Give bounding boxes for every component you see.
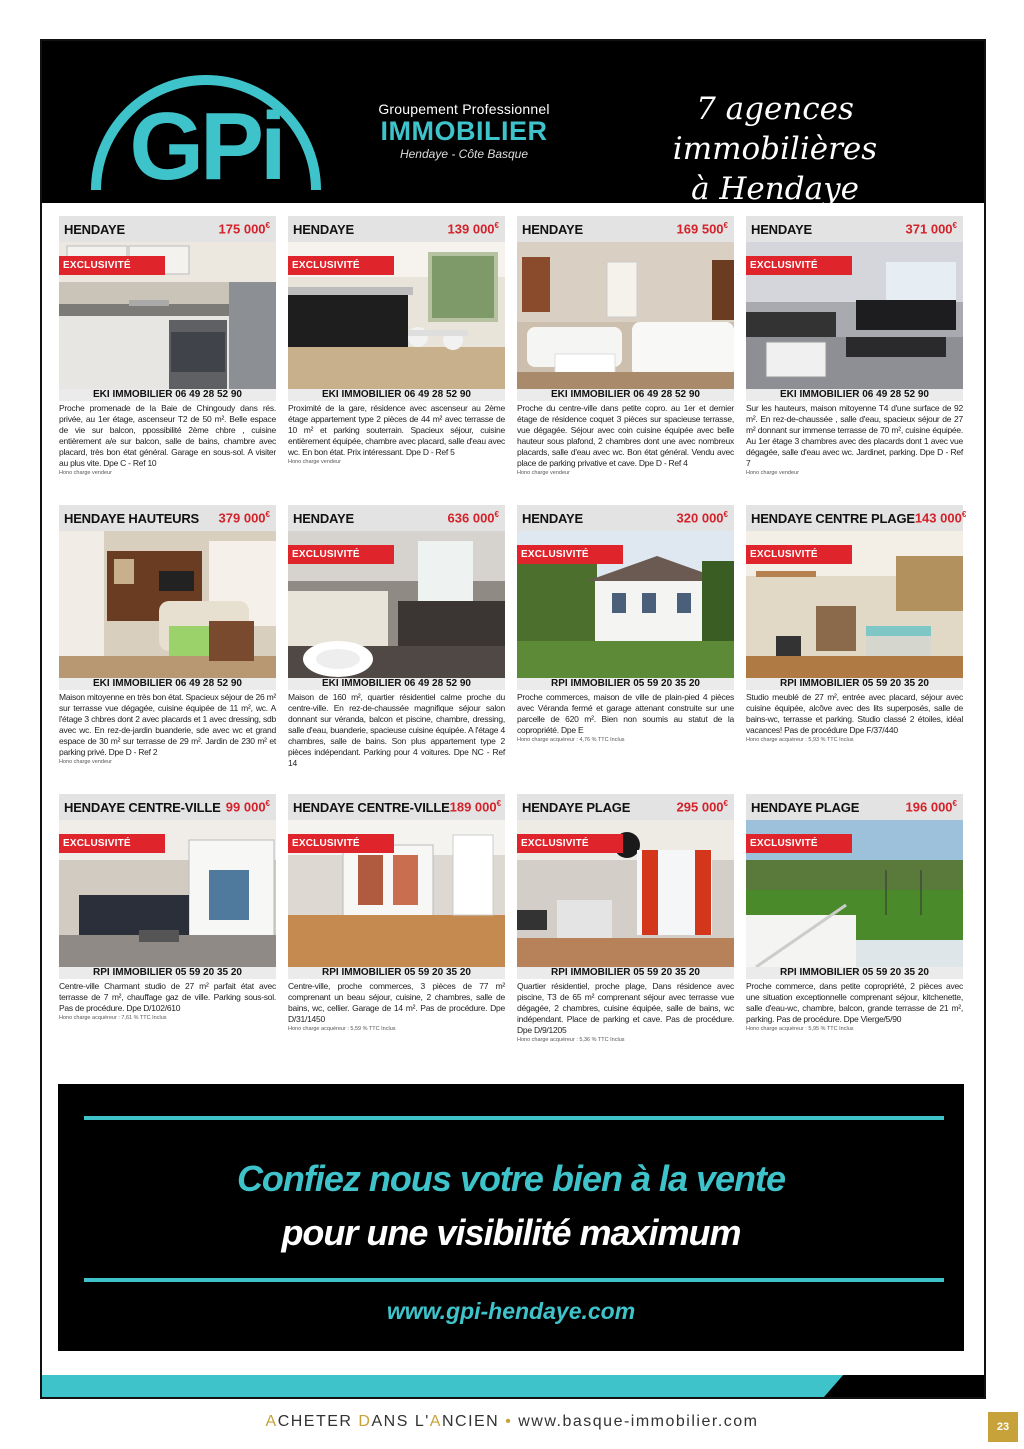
listing-fees: Hono charge acquéreur : 5,59 % TTC Inclus bbox=[288, 1026, 396, 1032]
listing-city: HENDAYE CENTRE-VILLE bbox=[293, 799, 450, 815]
listing-photo bbox=[59, 242, 276, 389]
listing-photo-image bbox=[59, 531, 276, 678]
listing-photo bbox=[746, 242, 963, 389]
listing-agency: RPI IMMOBILIER 05 59 20 35 20 bbox=[746, 967, 963, 979]
listing-agency: EKI IMMOBILIER 06 49 28 52 90 bbox=[59, 678, 276, 690]
listing-price bbox=[677, 799, 728, 814]
listing-card[interactable] bbox=[746, 216, 963, 476]
listing-price bbox=[677, 510, 728, 525]
currency-symbol: € bbox=[496, 799, 502, 809]
listing-title-bar bbox=[746, 794, 963, 820]
listing-title-bar bbox=[288, 216, 505, 242]
listing-description: Proche commerces, maison de ville de plain-pied 4 pièces avec Véranda fermé et garage attenant construite sur une parcelle de 620 m². Bien non soumis au statut de la copropriété. Dpe E bbox=[517, 692, 734, 735]
listing-description: Proche du centre-ville dans petite copro. au 1er et dernier étage de résidence coquet 3 pièces sur spacieuse terrasse, vue dégagée. Séjour avec coin cuisine équipée avec belle hauteur sous plafond, 2 chambres dont une avec nombreux placards, salle d'eau avec wc. Bon état général. Vendu avec place de parking privative et cave. Dpe D - Ref 4 bbox=[517, 403, 734, 468]
listing-card[interactable] bbox=[746, 794, 963, 1032]
exclusivite-badge: EXCLUSIVITÉ bbox=[288, 834, 394, 853]
currency-symbol: € bbox=[961, 510, 967, 520]
exclusivite-badge: EXCLUSIVITÉ bbox=[288, 545, 394, 564]
currency-symbol: € bbox=[494, 221, 499, 231]
listing-agency: EKI IMMOBILIER 06 49 28 52 90 bbox=[288, 678, 505, 690]
listing-fees: Hono charge vendeur bbox=[746, 470, 799, 476]
listing-fees: Hono charge acquéreur : 5,93 % TTC Inclus bbox=[746, 737, 854, 743]
header bbox=[42, 41, 984, 207]
promo-line2: pour une visibilité maximum bbox=[281, 1212, 741, 1253]
currency-symbol: € bbox=[494, 510, 499, 520]
listing-price-value: 295 000 bbox=[676, 799, 724, 815]
footer-url[interactable]: www.basque-immobilier.com bbox=[518, 1413, 759, 1430]
listing-city: HENDAYE bbox=[751, 221, 812, 237]
listing-card[interactable] bbox=[288, 794, 505, 1032]
exclusivite-badge: EXCLUSIVITÉ bbox=[746, 256, 852, 275]
listing-agency: EKI IMMOBILIER 06 49 28 52 90 bbox=[746, 389, 963, 401]
listing-title-bar bbox=[288, 794, 505, 820]
footer-cap-a: A bbox=[265, 1413, 278, 1430]
listing-card[interactable] bbox=[517, 794, 734, 1043]
listing-agency: EKI IMMOBILIER 06 49 28 52 90 bbox=[288, 389, 505, 401]
listing-photo bbox=[288, 820, 505, 967]
slogan bbox=[590, 89, 960, 209]
listing-city: HENDAYE PLAGE bbox=[751, 799, 860, 815]
exclusivite-badge: EXCLUSIVITÉ bbox=[517, 834, 623, 853]
listing-city: HENDAYE bbox=[293, 510, 354, 526]
listing-price bbox=[915, 510, 966, 525]
listing-photo bbox=[288, 531, 505, 678]
logo-text: GPi bbox=[129, 93, 283, 195]
listing-agency: RPI IMMOBILIER 05 59 20 35 20 bbox=[746, 678, 963, 690]
listing-photo bbox=[59, 531, 276, 678]
listing-card[interactable] bbox=[59, 216, 276, 476]
listing-title-bar bbox=[59, 794, 276, 820]
listing-fees: Hono charge acquéreur : 4,76 % TTC Inclus bbox=[517, 737, 625, 743]
brand-line1: Groupement Professionnel bbox=[378, 101, 550, 117]
exclusivite-badge: EXCLUSIVITÉ bbox=[746, 834, 852, 853]
exclusivite-badge: EXCLUSIVITÉ bbox=[59, 834, 165, 853]
listing-price bbox=[219, 221, 270, 236]
exclusivite-badge: EXCLUSIVITÉ bbox=[288, 256, 394, 275]
listing-description: Maison mitoyenne en très bon état. Spacieux séjour de 26 m² sur terrasse vue dégagée, cuisine équipée de 11 m², wc. A l'étage 3 chbres dont 2 avec placards et 1 avec dressing, sdb avec wc. En rez-de-jardin buanderie, sde avec wc et grand espace de 30 m² sur terrasse de 29 m². Jardin de 230 m² et parking privé. Dpe D - Ref 2 bbox=[59, 692, 276, 757]
listing-price bbox=[677, 221, 728, 236]
listing-photo bbox=[59, 820, 276, 967]
listing-title-bar bbox=[59, 216, 276, 242]
listing-title-bar bbox=[746, 505, 967, 531]
listing-description: Studio meublé de 27 m², entrée avec placard, séjour avec cuisine équipée, alcôve avec des lits superposés, salle de bains-wc, terrasse et parking. Studio classé 2 étoiles, idéal vacances! Pas de procédure Dpe F/37/440 bbox=[746, 692, 963, 735]
listing-fees: Hono charge acquéreur : 5,95 % TTC Inclus bbox=[746, 1026, 854, 1032]
listing-title-bar bbox=[517, 216, 734, 242]
listing-title-bar bbox=[517, 794, 734, 820]
footer-dot: • bbox=[505, 1413, 513, 1430]
gpi-logo bbox=[84, 55, 328, 195]
listing-price-value: 320 000 bbox=[676, 510, 724, 526]
footer-word-ancien: NCIEN bbox=[441, 1413, 500, 1430]
listing-city: HENDAYE bbox=[293, 221, 354, 237]
listing-agency: RPI IMMOBILIER 05 59 20 35 20 bbox=[288, 967, 505, 979]
listing-price bbox=[448, 221, 499, 236]
listing-price bbox=[226, 799, 270, 814]
listing-photo bbox=[517, 531, 734, 678]
listing-photo bbox=[746, 820, 963, 967]
listing-card[interactable] bbox=[288, 216, 505, 465]
footer bbox=[0, 1413, 1024, 1431]
listing-price bbox=[906, 221, 957, 236]
listing-description: Proche promenade de la Baie de Chingoudy dans rés. privée, au 1er étage, ascenseur T2 de 50 m². Belle espace de vie sur balcon, ppossibilité 2ème chbre , cuisine entièrement a/e sur balcon, salle de bains, chambre avec placard, très bon état général. Garage en sous-sol. A visiter au plus vite. Dpe C - Ref 10 bbox=[59, 403, 276, 468]
listing-title-bar bbox=[746, 216, 963, 242]
listing-fees: Hono charge acquéreur : 5,36 % TTC Inclus bbox=[517, 1037, 625, 1043]
brand-line2: IMMOBILIER bbox=[380, 116, 548, 146]
listing-photo bbox=[746, 531, 963, 678]
listing-card[interactable] bbox=[288, 505, 505, 769]
currency-symbol: € bbox=[265, 221, 270, 231]
promo-url[interactable]: www.gpi-hendaye.com bbox=[386, 1298, 636, 1324]
listing-price-value: 189 000 bbox=[449, 799, 497, 815]
listing-photo bbox=[517, 820, 734, 967]
listing-card[interactable] bbox=[59, 505, 276, 765]
listing-fees: Hono charge vendeur bbox=[59, 759, 112, 765]
currency-symbol: € bbox=[723, 221, 728, 231]
listing-card[interactable] bbox=[517, 216, 734, 476]
listing-price bbox=[906, 799, 957, 814]
listing-city: HENDAYE CENTRE-VILLE bbox=[64, 799, 221, 815]
listing-card[interactable] bbox=[517, 505, 734, 743]
listing-title-bar bbox=[59, 505, 276, 531]
promo-line1: Confiez nous votre bien à la vente bbox=[236, 1158, 786, 1199]
exclusivite-badge: EXCLUSIVITÉ bbox=[746, 545, 852, 564]
footer-word-acheter: CHETER bbox=[277, 1413, 359, 1430]
currency-symbol: € bbox=[723, 510, 728, 520]
listing-price bbox=[219, 510, 270, 525]
listing-agency: RPI IMMOBILIER 05 59 20 35 20 bbox=[59, 967, 276, 979]
slogan-line1: 7 agences immobilières bbox=[672, 91, 878, 167]
listing-price-value: 371 000 bbox=[905, 221, 953, 237]
listing-price-value: 636 000 bbox=[447, 510, 495, 526]
listing-price-value: 99 000 bbox=[225, 799, 266, 815]
listing-photo-image bbox=[517, 242, 734, 389]
page-frame bbox=[40, 39, 986, 1399]
listing-agency: EKI IMMOBILIER 06 49 28 52 90 bbox=[59, 389, 276, 401]
promo-banner bbox=[58, 1084, 964, 1351]
currency-symbol: € bbox=[952, 799, 957, 809]
brand-block bbox=[360, 101, 568, 161]
listing-fees: Hono charge vendeur bbox=[59, 470, 112, 476]
listing-price-value: 169 500 bbox=[676, 221, 724, 237]
listing-price-value: 379 000 bbox=[218, 510, 266, 526]
page-number: 23 bbox=[988, 1412, 1018, 1442]
bottom-band bbox=[42, 1375, 984, 1397]
listing-city: HENDAYE bbox=[522, 221, 583, 237]
currency-symbol: € bbox=[952, 221, 957, 231]
listing-title-bar bbox=[517, 505, 734, 531]
listing-description: Proximité de la gare, résidence avec ascenseur au 2ème étage appartement type 2 pièces de 44 m² avec terrasse de 10 m² et parking souterrain. Spacieux séjour, cuisine entièrement équipée, chambre avec placard, salle d'eau avec wc. En bon état. Prix intéressant. Dpe D - Ref 5 bbox=[288, 403, 505, 457]
promo-rule-bottom bbox=[84, 1278, 944, 1282]
listing-description: Quartier résidentiel, proche plage, Dans résidence avec piscine, T3 de 65 m² comprenant séjour avec terrasse vue dégagée, 2 chambres, cuisine équipée, salle de bains, wc indépendant. Place de parking et cave. Pas de procédure. Dpe D/9/1205 bbox=[517, 981, 734, 1035]
listing-agency: RPI IMMOBILIER 05 59 20 35 20 bbox=[517, 678, 734, 690]
listing-description: Maison de 160 m², quartier résidentiel calme proche du centre-ville. En rez-de-chaussée magnifique séjour salon donnant sur véranda, balcon et piscine, chambre, dressing, salle d'eau, buanderie, spacieuse cuisine équipée. A l'étage 4 chambres, salle de bains. Son plus appartement type 2 pièces indépendant. Parking pour 4 voitures. Dpe NC - Ref 14 bbox=[288, 692, 505, 768]
listing-photo bbox=[288, 242, 505, 389]
listing-description: Proche commerce, dans petite copropriété, 2 pièces avec une situation exceptionnelle comprenant séjour, kitchenette, salle d'eau-wc, chambre, balcon, grande terrasse de 21 m², parking. Pas de procédure. Dpe Vierge/5/90 bbox=[746, 981, 963, 1024]
listing-description: Centre-ville Charmant studio de 27 m² parfait état avec terrasse de 7 m², chauffage gaz de ville. Parking sous-sol. Pas de procédure. Dpe D/102/610 bbox=[59, 981, 276, 1013]
listing-price-value: 143 000 bbox=[914, 510, 962, 526]
listing-city: HENDAYE bbox=[64, 221, 125, 237]
listing-agency: EKI IMMOBILIER 06 49 28 52 90 bbox=[517, 389, 734, 401]
listing-agency: RPI IMMOBILIER 05 59 20 35 20 bbox=[517, 967, 734, 979]
listing-fees: Hono charge vendeur bbox=[517, 470, 570, 476]
listing-price bbox=[448, 510, 499, 525]
slogan-line2: à Hendaye bbox=[691, 171, 859, 207]
listing-title-bar bbox=[288, 505, 505, 531]
listing-description: Centre-ville, proche commerces, 3 pièces de 77 m² comprenant un beau séjour, cuisine, 2 chambres, salle de bains, wc, cellier. Garage de 14 m². Pas de procédure. Dpe D/31/1450 bbox=[288, 981, 505, 1024]
footer-cap-an: A bbox=[429, 1413, 442, 1430]
listing-city: HENDAYE bbox=[522, 510, 583, 526]
listing-city: HENDAYE HAUTEURS bbox=[64, 510, 200, 526]
footer-word-dans: ANS L' bbox=[371, 1413, 430, 1430]
listing-fees: Hono charge acquéreur : 7,61 % TTC Inclus bbox=[59, 1015, 167, 1021]
listing-city: HENDAYE PLAGE bbox=[522, 799, 631, 815]
promo-rule-top bbox=[84, 1116, 944, 1120]
listing-price bbox=[450, 799, 501, 814]
brand-line3: Hendaye - Côte Basque bbox=[399, 147, 529, 161]
listing-card[interactable] bbox=[59, 794, 276, 1021]
listing-price-value: 196 000 bbox=[905, 799, 953, 815]
listing-card[interactable] bbox=[746, 505, 967, 743]
currency-symbol: € bbox=[723, 799, 728, 809]
listing-price-value: 139 000 bbox=[447, 221, 495, 237]
currency-symbol: € bbox=[265, 510, 270, 520]
currency-symbol: € bbox=[265, 799, 270, 809]
footer-cap-d: D bbox=[358, 1413, 372, 1430]
exclusivite-badge: EXCLUSIVITÉ bbox=[517, 545, 623, 564]
listing-city: HENDAYE CENTRE PLAGE bbox=[751, 510, 915, 526]
listing-description: Sur les hauteurs, maison mitoyenne T4 d'une surface de 92 m². En rez-de-chaussée , salle d'eau, spacieux séjour de 27 m² donnant sur immense terrasse de 70 m², cuisine équipée. Au 1er étage 3 chambres avec des placards dont 1 avec vue dégagée, salle d'eau avec wc. Jardinet, parking. Dpe D - Ref 7 bbox=[746, 403, 963, 468]
exclusivite-badge: EXCLUSIVITÉ bbox=[59, 256, 165, 275]
listing-photo bbox=[517, 242, 734, 389]
listing-fees: Hono charge vendeur bbox=[288, 459, 341, 465]
listing-price-value: 175 000 bbox=[218, 221, 266, 237]
bottom-band-dark bbox=[824, 1375, 984, 1397]
